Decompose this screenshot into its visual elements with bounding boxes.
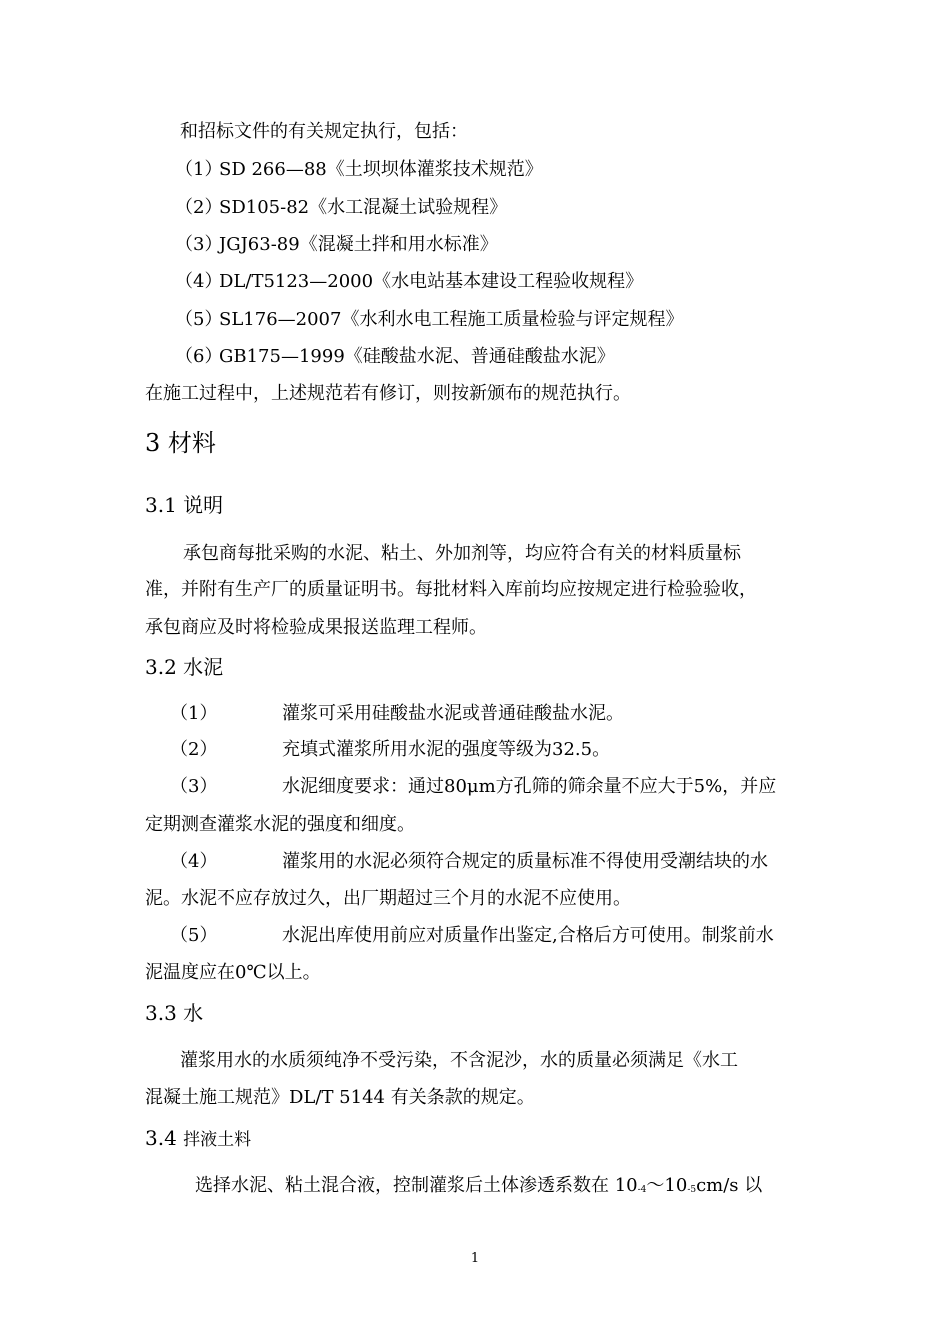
paragraph-line: 混凝土施工规范》DL/T 5144 有关条款的规定。 bbox=[145, 1087, 535, 1108]
item-text: DL/T5123—2000《水电站基本建设工程验收规程》 bbox=[219, 271, 644, 292]
item-text: SD 266—88《土坝坝体灌浆技术规范》 bbox=[219, 159, 543, 180]
subsection-heading bbox=[145, 1125, 251, 1153]
item-text: 水泥细度要求：通过80μm方孔筛的筛余量不应大于5%，并应 bbox=[282, 776, 777, 797]
standard-item bbox=[175, 270, 643, 294]
paragraph-line: 承包商应及时将检验成果报送监理工程师。 bbox=[145, 617, 487, 638]
exponent: -5 bbox=[687, 1185, 697, 1195]
item-text: SD105-82《水工混凝土试验规程》 bbox=[219, 197, 508, 218]
section-heading: 3 材料 bbox=[145, 429, 216, 457]
item-number: （2） bbox=[175, 197, 223, 218]
item-continuation: 定期测查灌浆水泥的强度和细度。 bbox=[145, 814, 415, 835]
standard-item bbox=[175, 345, 615, 369]
item-text: 水泥出库使用前应对质量作出鉴定,合格后方可使用。制浆前水 bbox=[282, 925, 774, 946]
item-number: （3） bbox=[175, 234, 223, 255]
cement-item bbox=[170, 702, 624, 726]
cement-item bbox=[170, 738, 610, 762]
standard-item bbox=[175, 233, 498, 257]
item-text: JGJ63-89《混凝土拌和用水标准》 bbox=[219, 234, 498, 255]
standard-item bbox=[175, 196, 507, 220]
page-number: 1 bbox=[470, 1251, 480, 1266]
text-run: 选择水泥、粘土混合液，控制灌浆后土体渗透系数在 10 bbox=[195, 1175, 638, 1196]
item-number: （4） bbox=[170, 851, 218, 872]
exponent: -4 bbox=[637, 1185, 647, 1195]
item-text: GB175—1999《硅酸盐水泥、普通硅酸盐水泥》 bbox=[219, 346, 615, 367]
subsection-heading: 3.2 水泥 bbox=[145, 655, 224, 679]
paragraph-line bbox=[195, 1174, 762, 1202]
subsection-title: 拌液土料 bbox=[183, 1130, 252, 1150]
item-number: （6） bbox=[175, 346, 223, 367]
paragraph-line: 准，并附有生产厂的质量证明书。每批材料入库前均应按规定进行检验验收， bbox=[145, 579, 757, 600]
item-number: （5） bbox=[175, 309, 223, 330]
paragraph-line: 灌浆用水的水质须纯净不受污染，不含泥沙，水的质量必须满足《水工 bbox=[180, 1050, 738, 1071]
paragraph-line: 承包商每批采购的水泥、粘土、外加剂等，均应符合有关的材料质量标 bbox=[183, 543, 741, 564]
standard-item bbox=[175, 158, 543, 182]
item-text: 充填式灌浆所用水泥的强度等级为32.5。 bbox=[282, 739, 611, 760]
item-text: SL176—2007《水利水电工程施工质量检验与评定规程》 bbox=[219, 309, 684, 330]
item-number: （4） bbox=[175, 271, 223, 292]
item-number: （3） bbox=[170, 776, 218, 797]
standard-item bbox=[175, 308, 683, 332]
subsection-number: 3.4 bbox=[145, 1126, 177, 1150]
subsection-heading: 3.3 水 bbox=[145, 1001, 204, 1025]
text-run: cm/s 以 bbox=[696, 1175, 763, 1196]
item-text: 灌浆用的水泥必须符合规定的质量标准不得使用受潮结块的水 bbox=[282, 851, 768, 872]
item-continuation: 泥。水泥不应存放过久，出厂期超过三个月的水泥不应使用。 bbox=[145, 888, 631, 909]
cement-item bbox=[170, 775, 776, 799]
item-continuation: 泥温度应在0℃以上。 bbox=[145, 962, 321, 983]
item-number: （1） bbox=[175, 159, 223, 180]
item-number: （2） bbox=[170, 739, 218, 760]
revision-note: 在施工过程中，上述规范若有修订，则按新颁布的规范执行。 bbox=[145, 383, 631, 404]
cement-item bbox=[170, 850, 768, 874]
item-number: （1） bbox=[170, 703, 218, 724]
item-text: 灌浆可采用硅酸盐水泥或普通硅酸盐水泥。 bbox=[282, 703, 624, 724]
subsection-heading: 3.1 说明 bbox=[145, 493, 224, 517]
intro-line: 和招标文件的有关规定执行，包括： bbox=[180, 121, 468, 142]
item-number: （5） bbox=[170, 925, 218, 946]
text-run: ～10 bbox=[646, 1175, 688, 1196]
cement-item bbox=[170, 924, 774, 948]
